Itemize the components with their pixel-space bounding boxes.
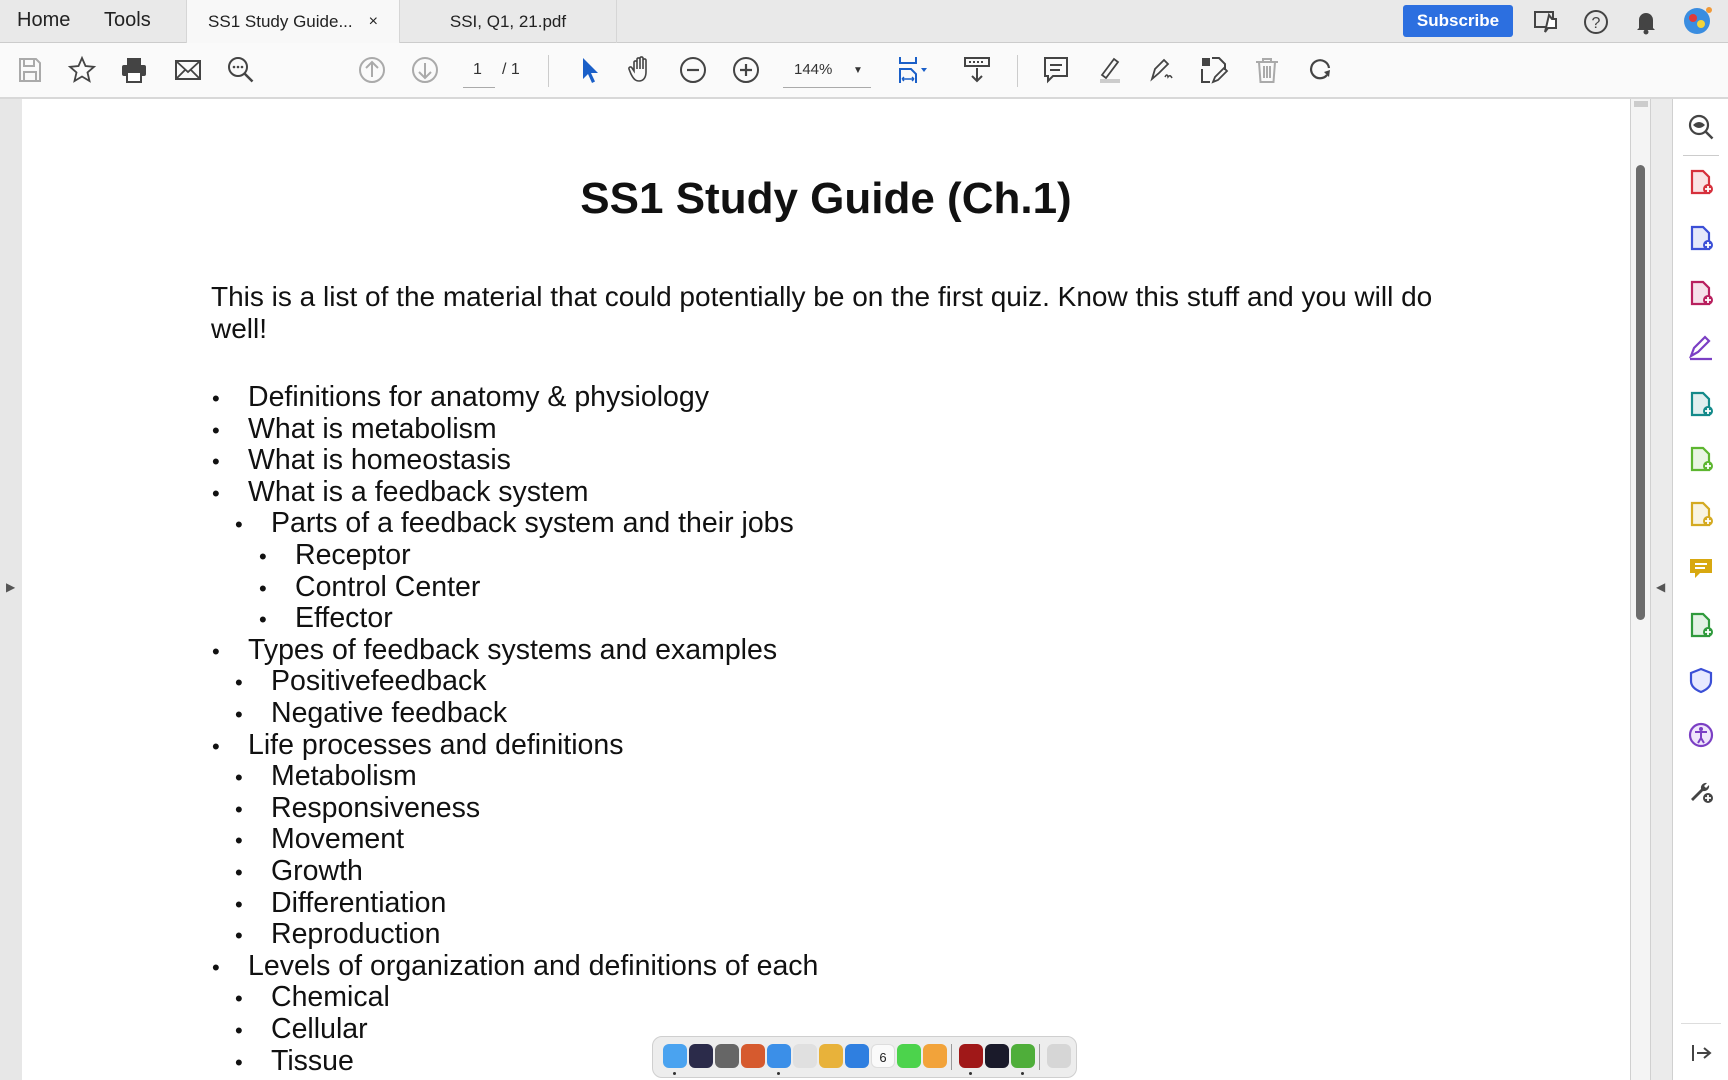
create-pdf-icon[interactable] [1687,168,1715,196]
protect-icon[interactable] [1687,666,1715,694]
bullet: • [235,828,243,854]
list-item: Movement [271,823,405,856]
avatar[interactable] [1682,6,1712,36]
edit-pdf-icon[interactable] [1687,445,1715,473]
more-tools-icon[interactable] [1687,777,1715,805]
bullet: • [212,480,220,506]
divider [1017,55,1018,87]
bullet: • [235,986,243,1012]
add-comment-icon[interactable] [1041,55,1071,85]
nav-tools[interactable]: Tools [104,9,151,31]
list-item: Tissue [271,1044,354,1077]
bookmark-star-icon[interactable] [67,55,97,85]
tools-pane [1673,99,1728,1080]
running-indicator [969,1072,972,1075]
close-icon[interactable]: × [368,13,378,30]
scrollbar-thumb[interactable] [1636,165,1645,620]
calendar-app[interactable]: 6 [871,1044,895,1068]
siri-app[interactable] [689,1044,713,1068]
previous-page-icon[interactable] [357,55,387,85]
edit-pdf-icon[interactable] [1199,55,1229,85]
scroll-up[interactable] [1634,101,1648,107]
fit-page-icon[interactable] [897,55,927,85]
document-title: SS1 Study Guide (Ch.1) [580,174,1072,223]
export-pdf-icon[interactable] [1687,224,1715,252]
list-item: Reproduction [271,918,441,951]
vertical-scrollbar[interactable] [1630,99,1651,1080]
bullet: • [235,512,243,538]
bullet: • [212,417,220,443]
combine-files-icon[interactable] [1687,500,1715,528]
bullet: • [212,733,220,759]
dock-separator [1039,1044,1040,1070]
list-item: Positivefeedback [271,665,487,698]
list-item: Growth [271,855,363,887]
collapse-pane-icon[interactable] [1687,1039,1715,1067]
list-item: Control Center [295,570,481,603]
bullet: • [212,638,220,664]
bullet: • [259,544,267,569]
zoom-in-icon[interactable] [731,55,761,85]
accessibility-icon[interactable] [1687,721,1715,749]
list-item: Negative feedback [271,697,508,729]
page-number-input[interactable]: 1 [473,61,482,78]
enhance-scan-icon[interactable] [1687,113,1715,141]
running-indicator [673,1072,676,1075]
list-item: Differentiation [271,886,447,919]
collapse-right-icon[interactable]: ◀ [1656,580,1666,594]
list-item: Types of feedback systems and examples [248,633,778,666]
running-indicator [777,1072,780,1075]
zoom-out-icon[interactable] [678,55,708,85]
zoom-underline [783,87,871,88]
notification-bell-icon[interactable] [1632,8,1660,36]
highlight-icon[interactable] [1094,55,1124,85]
bullet: • [235,1049,243,1075]
safari-app[interactable] [767,1044,791,1068]
feedback-icon[interactable] [1532,8,1560,36]
camtasia-app[interactable] [1011,1044,1035,1068]
sign-icon[interactable] [1146,55,1176,85]
svg-text:?: ? [1591,15,1601,32]
select-cursor-icon[interactable] [574,55,604,85]
read-mode-icon[interactable] [962,55,992,85]
bullet: • [259,575,267,601]
rotate-icon[interactable] [1305,55,1335,85]
right-panel-toggle[interactable] [1651,99,1673,1080]
print-icon[interactable] [119,55,149,85]
divider [548,55,549,87]
subscribe-button[interactable]: Subscribe [1403,5,1513,37]
bullet: • [259,607,267,633]
list-item: Levels of organization and definitions of each [248,949,819,982]
bullet: • [212,386,220,411]
list-item: Receptor [295,539,411,571]
tab-label: SSI, Q1, 21.pdf [449,11,567,31]
comment-icon[interactable] [1687,555,1715,583]
send-file-icon[interactable] [1687,390,1715,418]
acrobat-app[interactable] [959,1044,983,1068]
macos-dock [652,1036,1077,1078]
delete-icon[interactable] [1252,55,1282,85]
creative-cloud-app[interactable] [985,1044,1009,1068]
system-preferences-app[interactable] [715,1044,739,1068]
list-item: Responsiveness [271,791,481,824]
list-item: What is homeostasis [248,444,511,477]
page-input-underline [463,87,495,88]
chrome-app[interactable] [819,1044,843,1068]
page-total: / 1 [502,61,520,78]
hand-tool-icon[interactable] [626,55,656,85]
expand-left-icon[interactable]: ▶ [6,580,16,594]
zoom-level-select[interactable]: 144% [794,61,833,78]
keynote-app[interactable] [845,1044,869,1068]
tab-ssi-q1[interactable] [400,0,617,43]
list-item: Life processes and definitions [248,728,624,761]
bullet: • [235,702,243,727]
dock-separator [951,1044,952,1070]
duckduckgo-app[interactable] [741,1044,765,1068]
tab-label: SS1 Study Guide... [208,12,353,31]
chevron-down-icon[interactable]: ▼ [853,65,863,76]
list-item: Chemical [271,981,390,1014]
bullet: • [235,923,243,949]
trash-icon[interactable] [1047,1044,1071,1068]
email-icon[interactable] [173,55,203,85]
running-indicator [1021,1072,1024,1075]
launchpad-app[interactable] [793,1044,817,1068]
list-item: What is a feedback system [248,475,589,508]
nav-home[interactable]: Home [17,9,71,31]
list-item: Effector [295,602,393,635]
list-item: What is metabolism [248,412,497,445]
help-icon[interactable] [1582,8,1610,36]
bullet: • [212,954,220,980]
bullet: • [212,449,220,475]
messages-app[interactable] [897,1044,921,1068]
tab-bar [0,0,1728,43]
bullet: • [235,860,243,885]
divider [1683,155,1719,156]
finder-app[interactable] [663,1044,687,1068]
find-text-icon[interactable] [226,55,256,85]
fill-sign-icon[interactable] [1687,334,1715,362]
print-production-icon[interactable] [1687,611,1715,639]
document-intro: This is a list of the material that could potentially be on the first quiz. Know this stuff and you will do well! [211,281,1433,344]
bullet: • [235,796,243,822]
list-item: Parts of a feedback system and their jobs [271,507,794,540]
bullet: • [235,1018,243,1043]
pages-app[interactable] [923,1044,947,1068]
tab-study-guide[interactable] [186,0,400,44]
list-item: Metabolism [271,760,417,793]
divider [1681,1023,1721,1024]
list-item: Cellular [271,1013,368,1045]
bullet: • [235,765,243,791]
bullet: • [235,670,243,696]
list-item: Definitions for anatomy & physiology [248,381,709,413]
organize-pages-icon[interactable] [1687,279,1715,307]
left-panel-toggle[interactable] [0,99,22,1080]
toolbar [0,43,1728,99]
save-icon[interactable] [15,55,45,85]
pdf-page [22,99,1630,1080]
next-page-icon[interactable] [410,55,440,85]
bullet: • [235,891,243,917]
